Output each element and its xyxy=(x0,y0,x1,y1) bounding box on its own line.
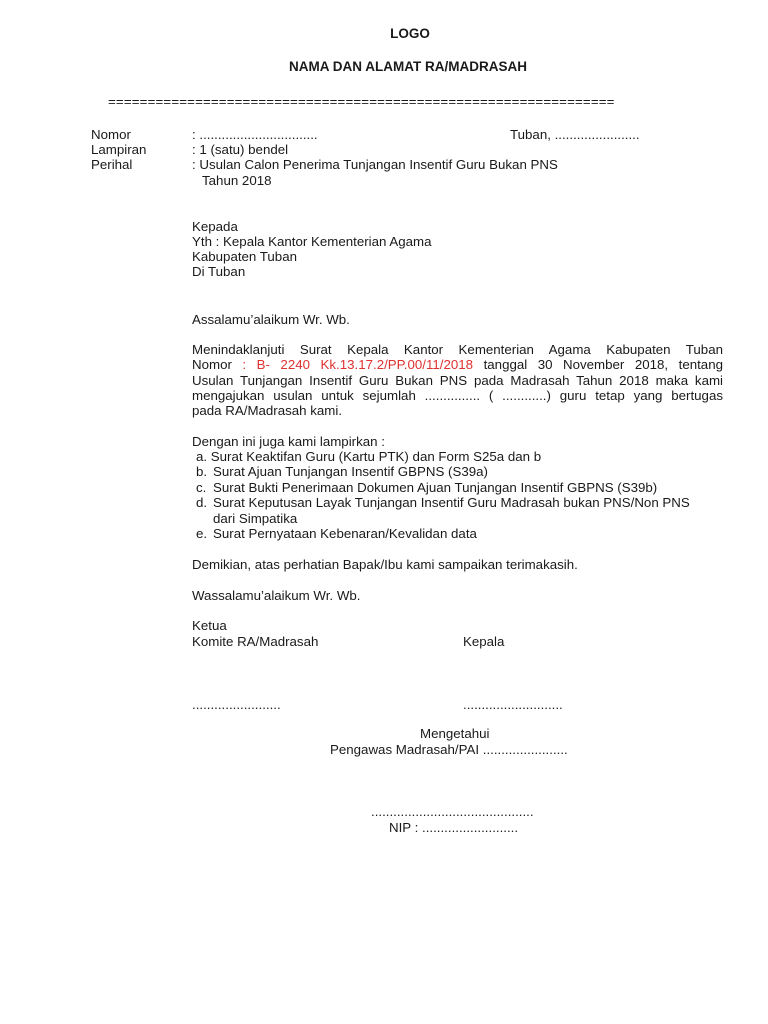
closing-sentence: Demikian, atas perhatian Bapak/Ibu kami sampaikan terimakasih. xyxy=(192,557,578,572)
attachment-marker: d. xyxy=(196,495,208,510)
recipient-line-1: Kepada xyxy=(192,219,238,234)
logo-placeholder: LOGO xyxy=(390,26,430,41)
right-signatory-title: Kepala xyxy=(463,634,505,649)
attachment-item: Surat Pernyataan Kebenaran/Kevalidan data xyxy=(213,526,477,541)
body-line-4: mengajukan usulan untuk sejumlah ............... ( ............) guru tetap yang bertugas xyxy=(192,388,723,403)
date-place: Tuban, ....................... xyxy=(510,127,640,142)
reference-number: : B- 2240 Kk.13.17.2/PP.00/11/2018 xyxy=(242,357,474,372)
left-signature-line: ........................ xyxy=(192,697,281,712)
recipient-line-4: Di Tuban xyxy=(192,264,246,279)
body-line-3: Usulan Tunjangan Insentif Guru Bukan PNS pada Madrasah Tahun 2018 maka kami xyxy=(192,373,723,388)
valediction: Wassalamu’alaikum Wr. Wb. xyxy=(192,588,361,603)
perihal-value-2: Tahun 2018 xyxy=(202,173,272,188)
body-line-1: Menindaklanjuti Surat Kepala Kantor Kementerian Agama Kabupaten Tuban xyxy=(192,342,723,357)
mengetahui-label: Mengetahui xyxy=(420,726,490,741)
left-signatory-title-2: Komite RA/Madrasah xyxy=(192,634,319,649)
body-line-5: pada RA/Madrasah kami. xyxy=(192,403,343,418)
attachment-marker: b. xyxy=(196,464,208,479)
pengawas-signature-line: ............................................ xyxy=(371,804,534,819)
reference-date: tanggal 30 November 2018, tentang xyxy=(483,357,723,372)
list-marker: a. xyxy=(196,449,208,464)
header-rule: ================================================================ xyxy=(108,94,615,109)
attachment-marker: e. xyxy=(196,526,208,541)
attachment-item: a. Surat Keaktifan Guru (Kartu PTK) dan Form S25a dan b xyxy=(196,449,542,464)
lampiran-value: : 1 (satu) bendel xyxy=(192,142,289,157)
attachment-item: Surat Bukti Penerimaan Dokumen Ajuan Tunjangan Insentif GBPNS (S39b) xyxy=(213,480,658,495)
pengawas-title: Pengawas Madrasah/PAI ....................... xyxy=(330,742,568,757)
body-line-2 xyxy=(192,357,723,372)
perihal-label: Perihal xyxy=(91,157,133,172)
nomor-label: Nomor xyxy=(91,127,131,142)
right-signature-line: ........................... xyxy=(463,697,563,712)
nip-line: NIP : .......................... xyxy=(389,820,519,835)
lampiran-label: Lampiran xyxy=(91,142,147,157)
attachments-intro: Dengan ini juga kami lampirkan : xyxy=(192,434,385,449)
attachment-marker: c. xyxy=(196,480,207,495)
left-signatory-title-1: Ketua xyxy=(192,618,227,633)
salutation: Assalamu’alaikum Wr. Wb. xyxy=(192,312,350,327)
nomor-word: Nomor xyxy=(192,357,232,372)
recipient-line-2: Yth : Kepala Kantor Kementerian Agama xyxy=(192,234,432,249)
perihal-value: : Usulan Calon Penerima Tunjangan Insentif Guru Bukan PNS xyxy=(192,157,558,172)
attachment-item: Surat Ajuan Tunjangan Insentif GBPNS (S39a) xyxy=(213,464,488,479)
nomor-value: : ................................ xyxy=(192,127,318,142)
institution-name: NAMA DAN ALAMAT RA/MADRASAH xyxy=(289,59,527,74)
recipient-line-3: Kabupaten Tuban xyxy=(192,249,297,264)
attachment-item: Surat Keputusan Layak Tunjangan Insentif Guru Madrasah bukan PNS/Non PNS xyxy=(213,495,690,510)
attachment-item-cont: dari Simpatika xyxy=(213,511,298,526)
